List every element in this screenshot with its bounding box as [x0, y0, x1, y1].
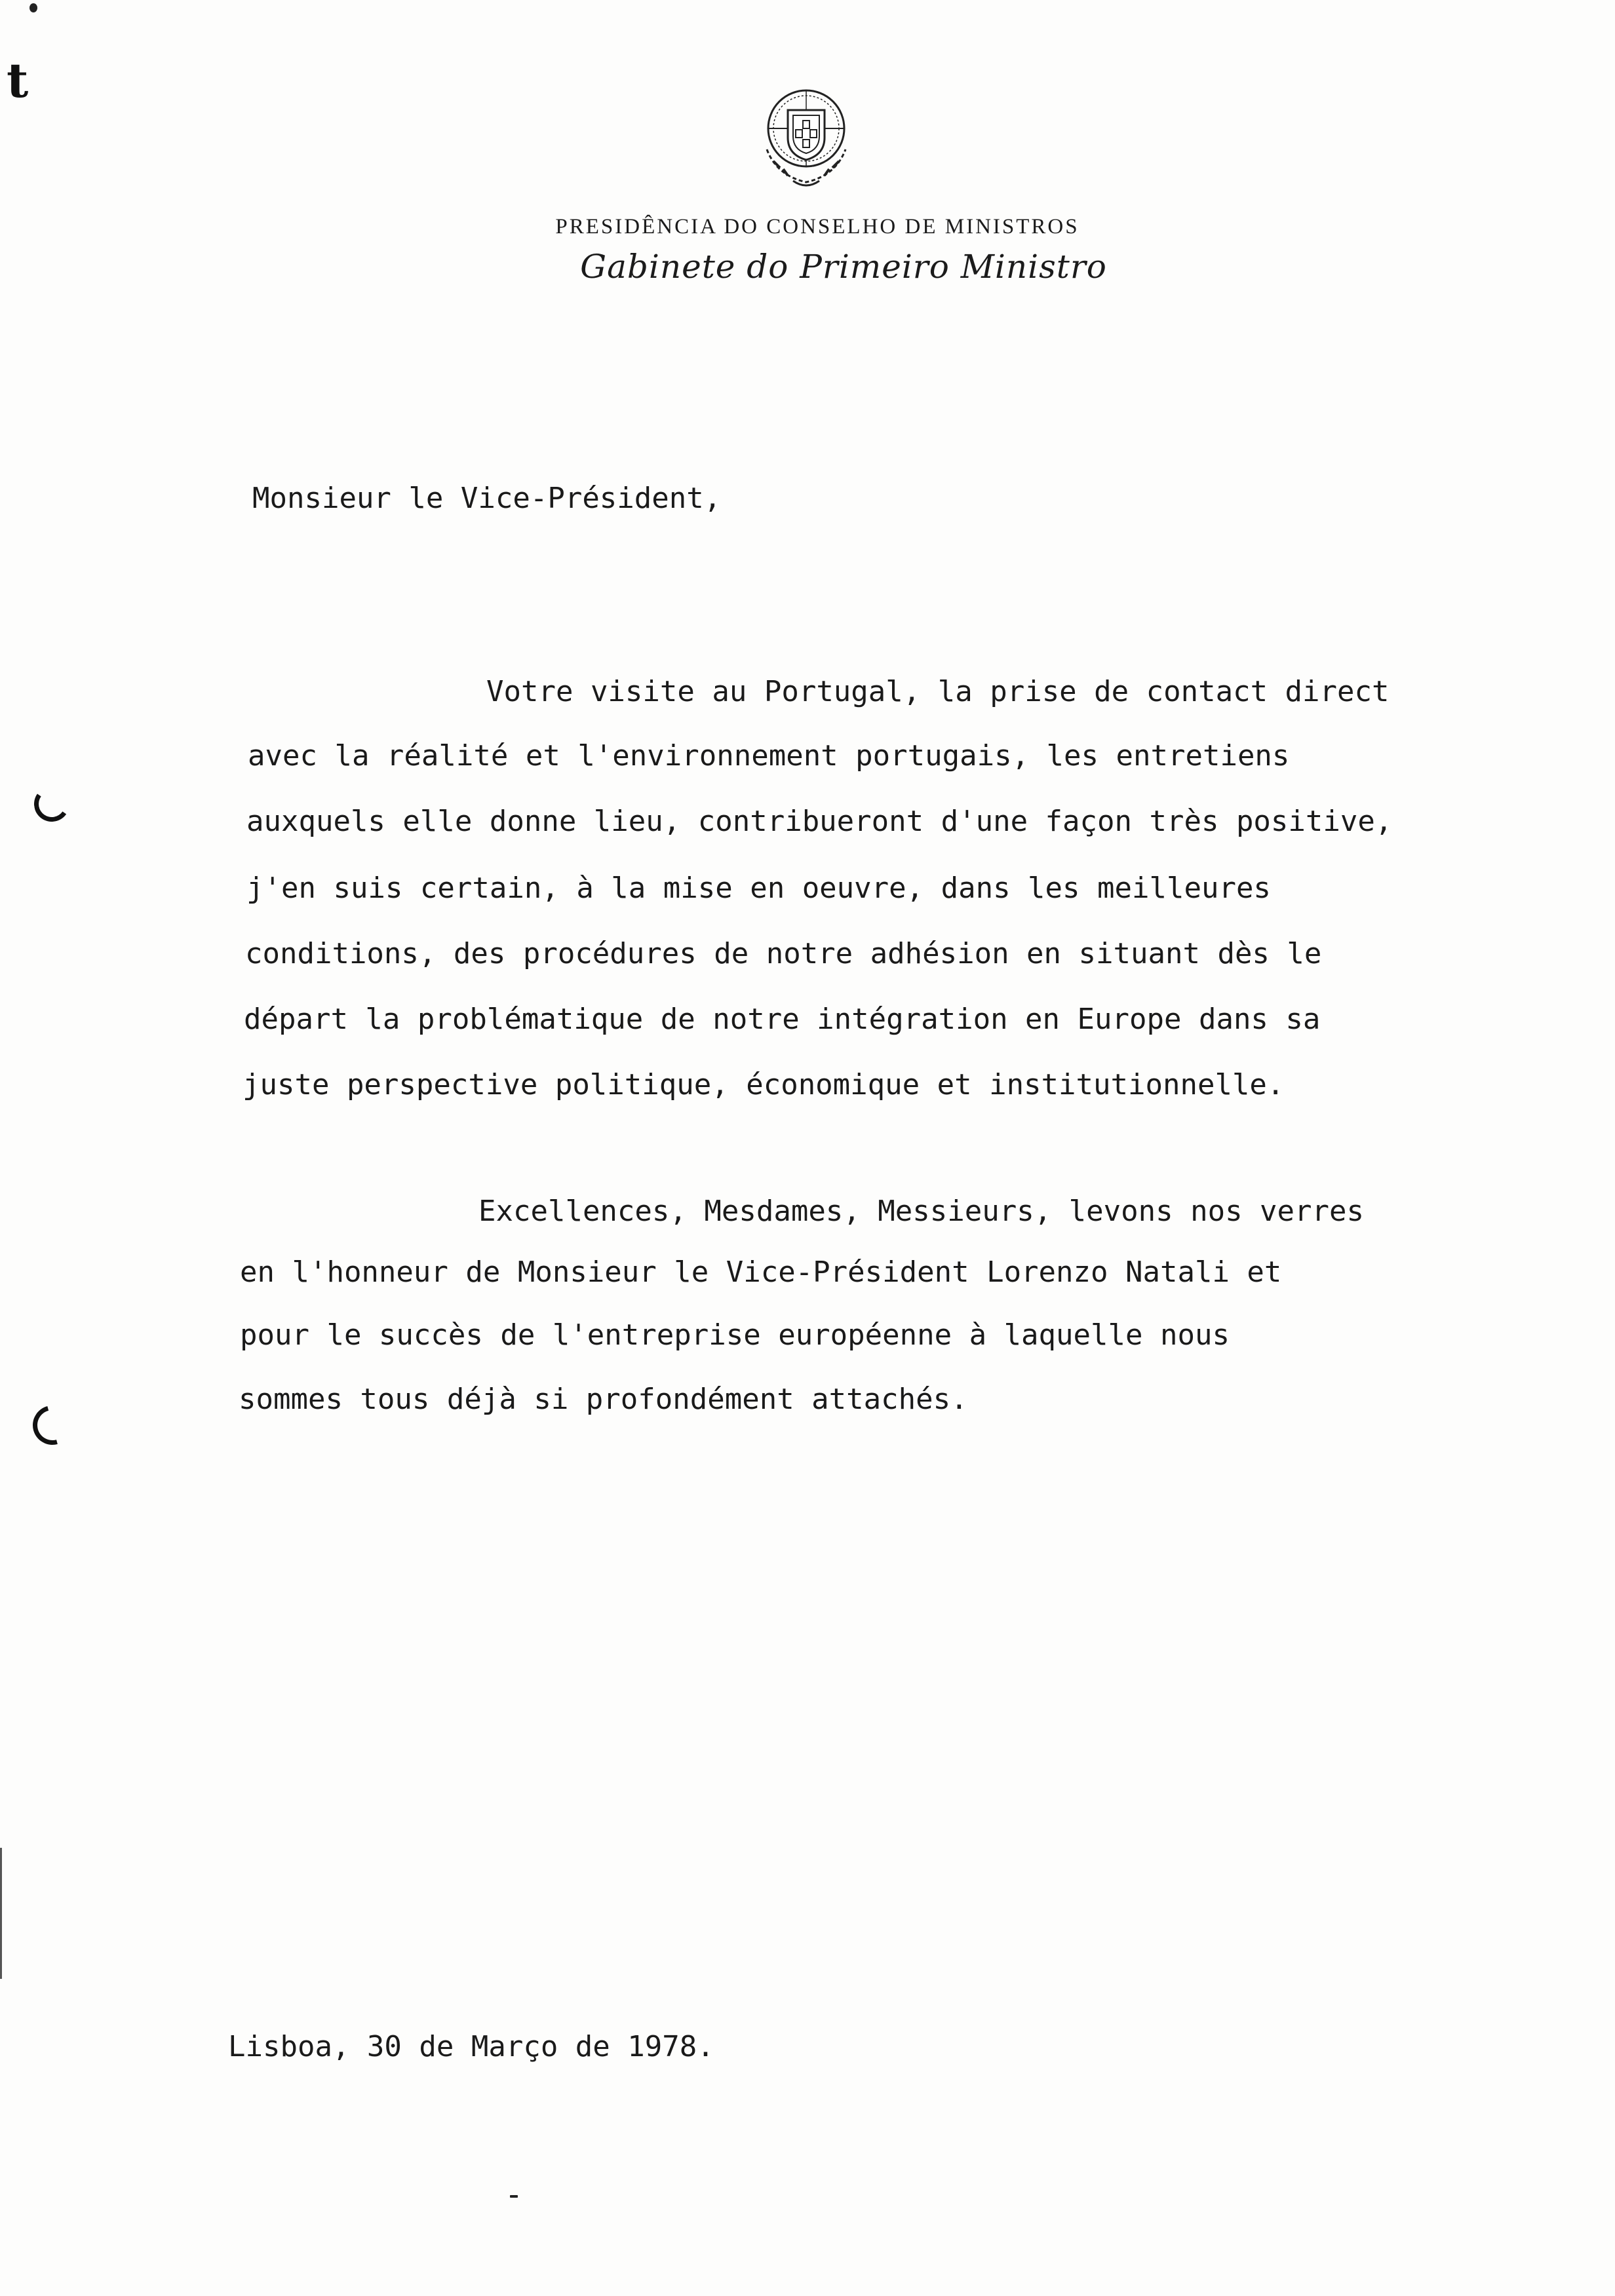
paragraph-line: auxquels elle donne lieu, contribueront d'une façon très positive, — [246, 805, 1393, 838]
salutation: Monsieur le Vice-Président, — [252, 482, 722, 515]
scan-speck — [510, 2195, 518, 2198]
scan-speck — [29, 3, 37, 12]
paragraph-line: juste perspective politique, économique et institutionnelle. — [243, 1068, 1285, 1101]
coat-of-arms-icon — [747, 77, 865, 195]
place-and-date: Lisboa, 30 de Março de 1978. — [228, 2030, 714, 2063]
punch-hole-mark — [31, 784, 73, 825]
paragraph-line: j'en suis certain, à la mise en oeuvre, dans les meilleures — [246, 871, 1271, 905]
paragraph-line: en l'honneur de Monsieur le Vice-Président Lorenzo Natali et — [240, 1255, 1282, 1289]
paragraph-line: Excellences, Mesdames, Messieurs, levons nos verres — [478, 1195, 1365, 1228]
paragraph-line: départ la problématique de notre intégration en Europe dans sa — [244, 1003, 1321, 1036]
letterhead-title: PRESIDÊNCIA DO CONSELHO DE MINISTROS — [555, 215, 1080, 239]
paragraph-line: sommes tous déjà si profondément attachés. — [239, 1383, 968, 1416]
scan-edge-line — [0, 1848, 2, 1979]
paragraph-line: pour le succès de l'entreprise européenne à laquelle nous — [240, 1318, 1230, 1352]
paragraph-line: Votre visite au Portugal, la prise de contact direct — [486, 675, 1390, 708]
paragraph-line: conditions, des procédures de notre adhésion en situant dès le — [245, 937, 1322, 970]
margin-annotation: t — [7, 52, 29, 108]
punch-hole-mark — [26, 1398, 79, 1452]
letterhead-subtitle: Gabinete do Primeiro Ministro — [580, 248, 1107, 286]
paragraph-line: avec la réalité et l'environnement portugais, les entretiens — [248, 739, 1290, 773]
